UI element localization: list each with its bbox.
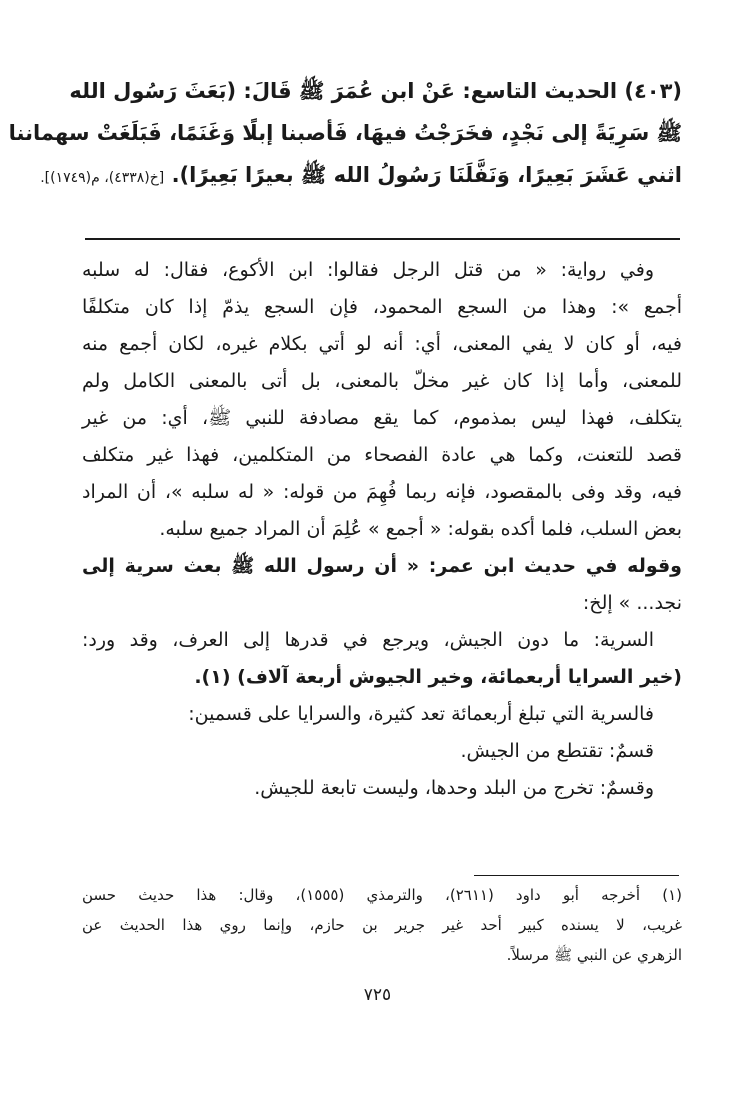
hadith-line (40, 154, 682, 199)
commentary-line: نجد... » إلخ: (582, 592, 682, 614)
commentary-line: السرية: ما دون الجيش، ويرجع في قدرها إلى العرف، وقد ورد: (82, 629, 654, 651)
commentary-line: وفي رواية: « من قتل الرجل فقالوا: ابن الأكوع، فقال: له سلبه (82, 259, 654, 281)
commentary-line: قصد للتعنت، وكما هي عادة الفصحاء من المتكلمين، فهذا غير متكلف (82, 444, 682, 466)
commentary-line: قسمٌ: تقتطع من الجيش. (460, 740, 654, 762)
footnote-line: غريب، لا يسنده كبير أحد غير جرير بن حازم، وإنما روي هذا الحديث عن (82, 916, 682, 934)
section-divider (85, 238, 680, 240)
commentary-line: (خير السرايا أربعمائة، وخير الجيوش أربعة آلاف) (١). (194, 666, 682, 688)
hadith-reference: [خ(٤٣٣٨)، م(١٧٤٩)]. (40, 170, 165, 186)
footnote-line: الزهري عن النبي ﷺ مرسلاً. (506, 946, 682, 964)
commentary-line: للمعنى، وأما إذا كان غير مخلّ بالمعنى، بل أتى بالمعنى الكامل ولم (82, 370, 682, 392)
commentary-block (82, 252, 682, 807)
commentary-line: فالسرية التي تبلغ أربعمائة تعد كثيرة، والسرايا على قسمين: (188, 703, 654, 725)
commentary-line: يتكلف، فهذا ليس بمذموم، كما يقع مصادفة للنبي ﷺ، أي: من غير (82, 407, 682, 429)
commentary-line: فيه، أو كان لا يفي المعنى، أي: أنه لو أتي بكلام غيره، لكان أجمع منه (82, 333, 682, 355)
page-number: ٧٢٥ (363, 985, 392, 1005)
hadith-line: ﷺ سَرِيَةً إلى نَجْدٍ، فخَرَجْتُ فيهَا، فَأصبنا إبلًا وَغَنَمًا، فَبَلَغَتْ سهماننا (8, 121, 682, 145)
hadith-line: (٤٠٣) الحديث التاسع: عَنْ ابن عُمَرَ ﷺ قَالَ: (بَعَثَ رَسُول الله (69, 79, 682, 103)
footnote-divider (474, 875, 679, 876)
footnote-line: (١) أخرجه أبو داود (٢٦١١)، والترمذي (١٥٥٥)، وقال: هذا حديث حسن (82, 886, 683, 904)
commentary-line: أجمع »: وهذا من السجع المحمود، فإن السجع يذمّ إذا كان متكلفًا (82, 296, 682, 318)
footnote-block (82, 880, 682, 970)
hadith-line-text: اثني عَشَرَ بَعِيرًا، وَنَفَّلَنَا رَسُولُ الله ﷺ بعيرًا بَعِيرًا). (171, 163, 682, 187)
hadith-block (8, 70, 682, 199)
commentary-line: بعض السلب، فلما أكده بقوله: « أجمع » عُلِمَ أن المراد جميع سلبه. (159, 518, 682, 540)
commentary-line: وقسمٌ: تخرج من البلد وحدها، وليست تابعة للجيش. (254, 777, 654, 799)
commentary-line: وقوله في حديث ابن عمر: « أن رسول الله ﷺ بعث سرية إلى (82, 555, 682, 577)
commentary-line: فيه، وقد وفى بالمقصود، فإنه ربما فُهِمَ من قوله: « له سلبه »، أن المراد (82, 481, 682, 503)
